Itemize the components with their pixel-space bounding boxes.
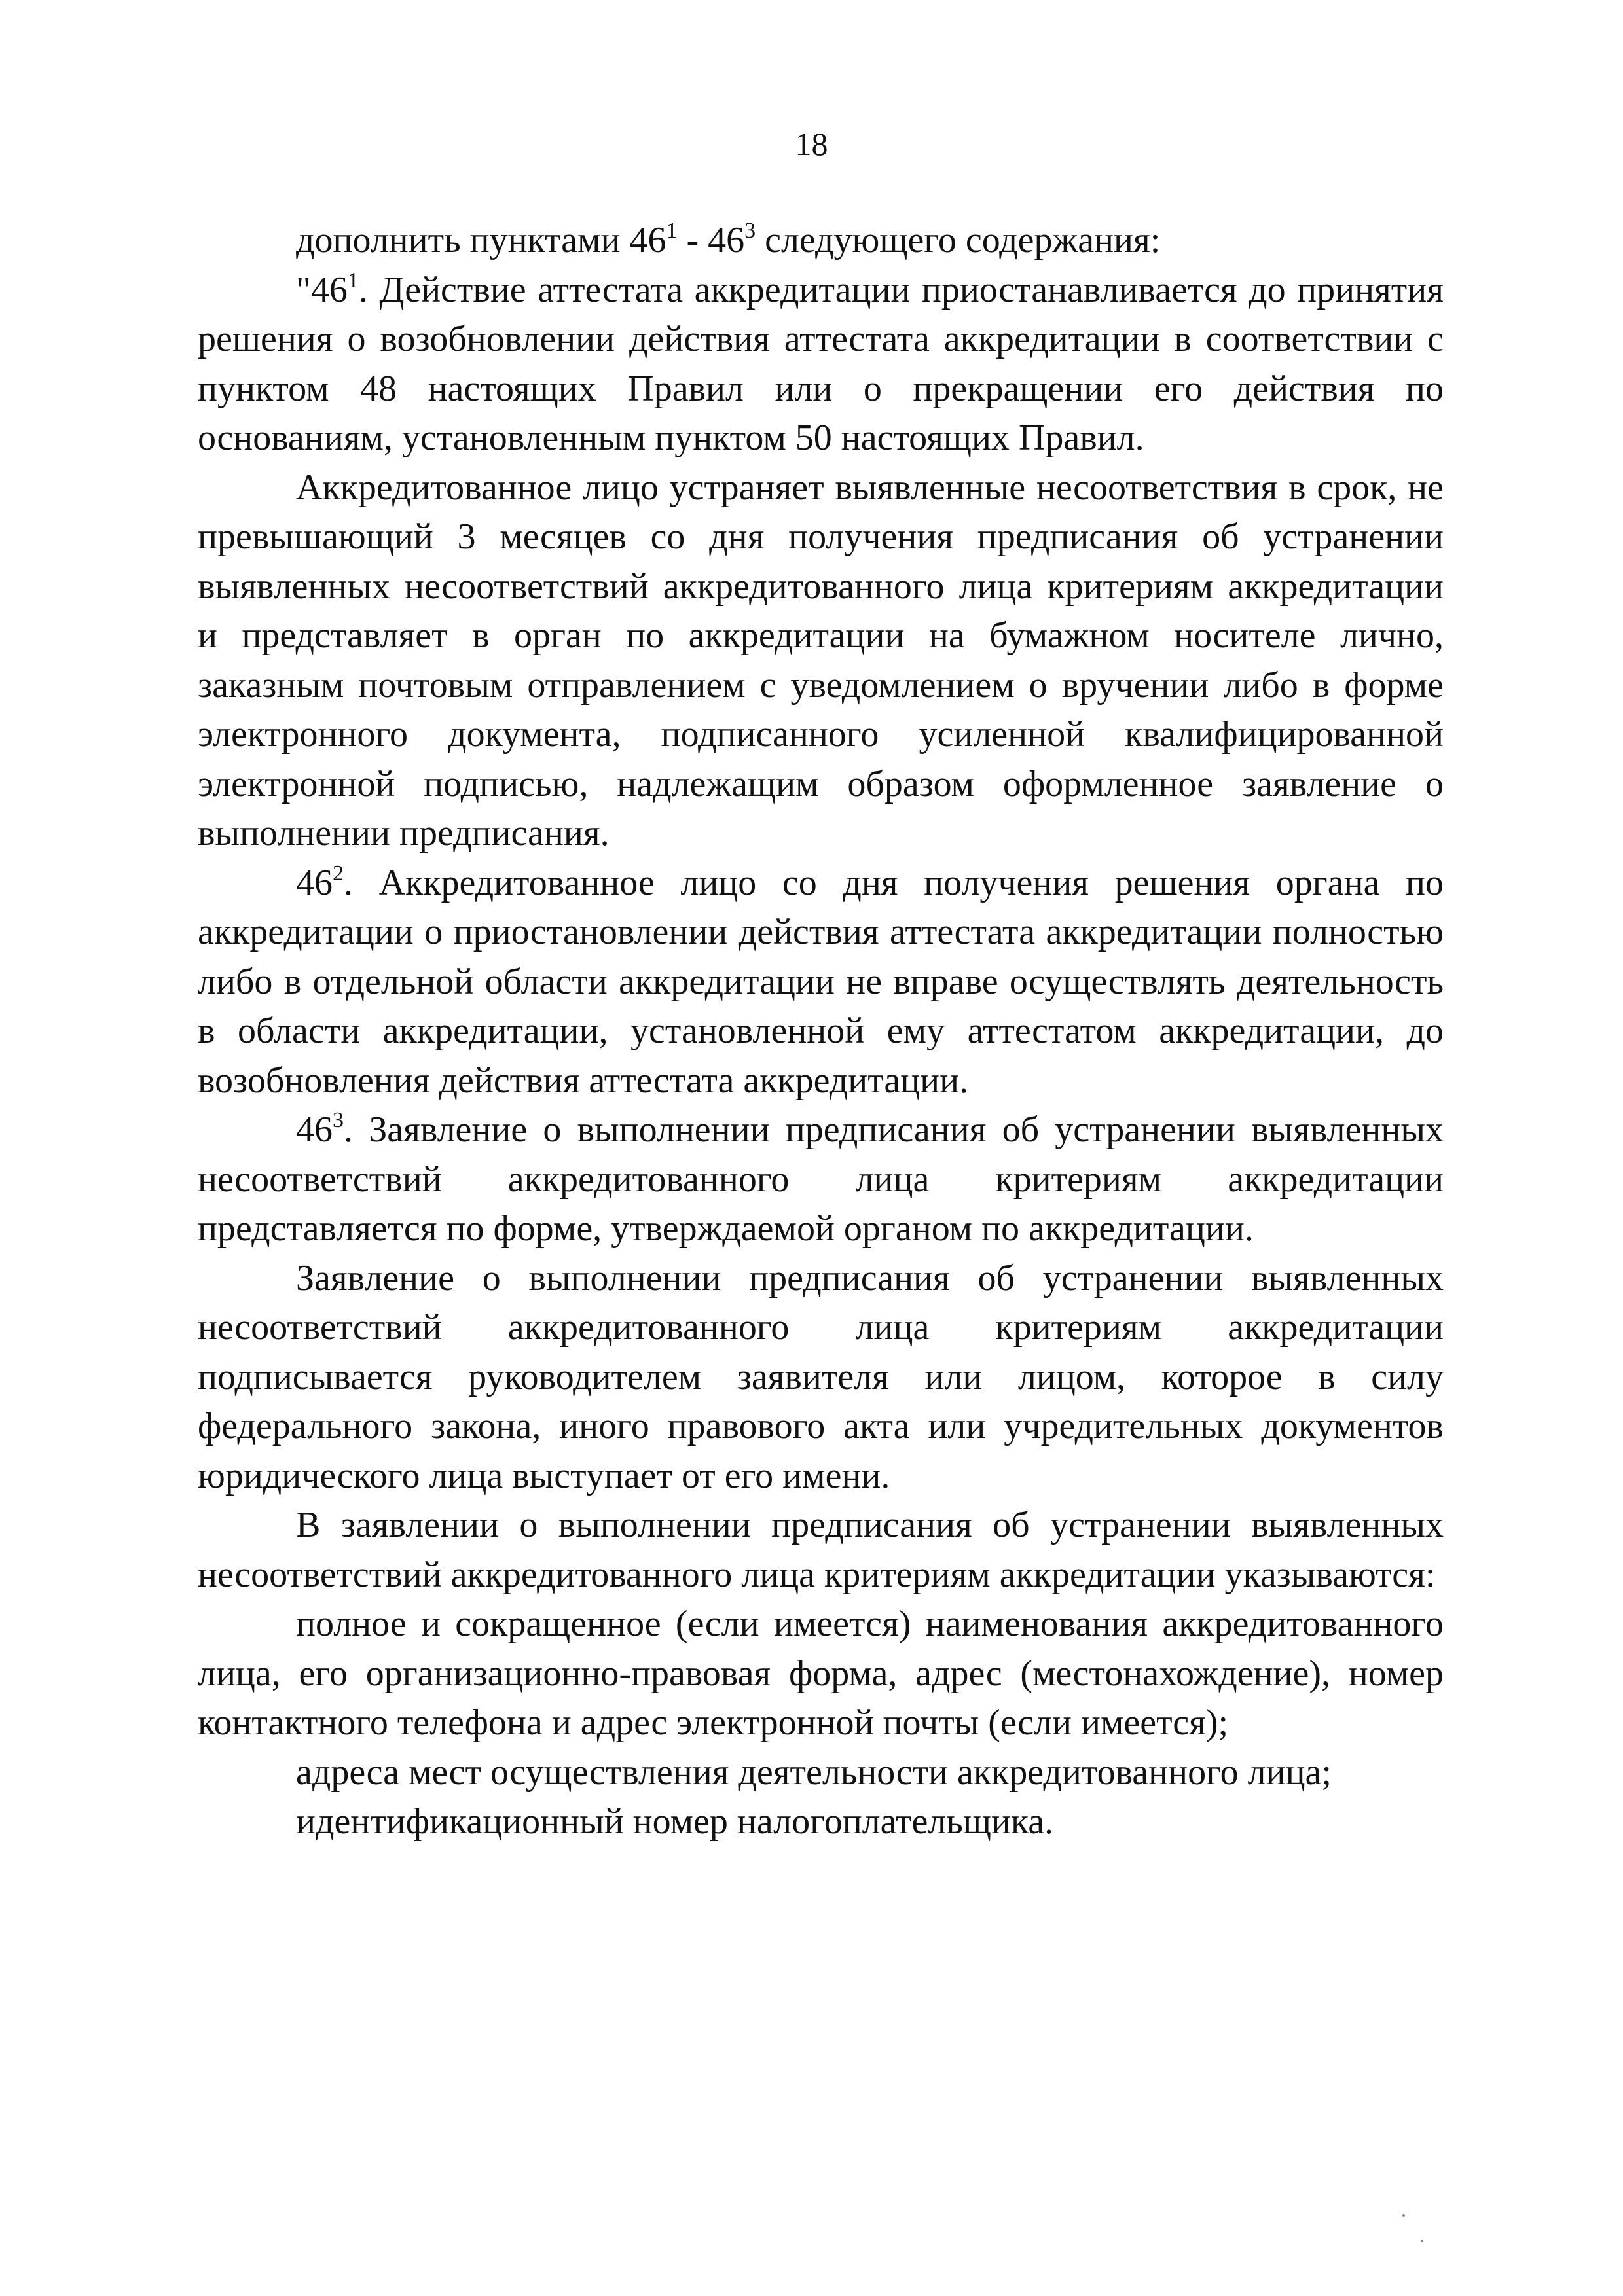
superscript: 1	[666, 219, 678, 243]
scan-artifact	[1421, 2240, 1423, 2242]
list-item: адреса мест осуществления деятельности аккредитованного лица;	[296, 1751, 1332, 1793]
paragraph-body: Заявление о выполнении предписания об устранении выявленных несоответствий аккредитованного лица критериям аккредитации подписывается руководителем заявителя или лицом, которое в силу федерального закона, иного правового акта или учредительных документов юридического лица выступает от его имени.	[198, 1257, 1444, 1496]
paragraph-text: дополнить пунктами 46	[296, 220, 666, 260]
paragraph-text: 46	[296, 862, 333, 903]
page-number: 18	[795, 126, 828, 162]
paragraph-text: . Аккредитованное лицо со дня получения решения органа по аккредитации о приостановлении действия аттестата аккредитации полностью либо в отдельной области аккредитации не вправе осуществлять деятельность в области аккредитации, установленной ему аттестатом аккредитации, до возобновления действия аттестата аккредитации.	[198, 862, 1444, 1101]
paragraph-text: . Заявление о выполнении предписания об устранении выявленных несоответствий аккредитованного лица критериям аккредитации представляется по форме, утверждаемой органом по аккредитации.	[198, 1109, 1444, 1249]
paragraph-46-3	[198, 1105, 1444, 1254]
paragraph-body: Аккредитованное лицо устраняет выявленные несоответствия в срок, не превышающий 3 месяцев со дня получения предписания об устранении выявленных несоответствий аккредитованного лица критериям аккредитации и представляет в орган по аккредитации на бумажном носителе лично, заказным почтовым отправлением с уведомлением о вручении либо в форме электронного документа, подписанного усиленной квалифицированной электронной подписью, надлежащим образом оформленное заявление о выполнении предписания.	[198, 467, 1444, 853]
list-item: полное и сокращенное (если имеется) наименования аккредитованного лица, его организационно-правовая форма, адрес (местонахождение), номер контактного телефона и адрес электронной почты (если имеется);	[198, 1604, 1444, 1743]
paragraph-text: . Действие аттестата аккредитации приостанавливается до принятия решения о возобновлении действия аттестата аккредитации в соответствии с пунктом 48 настоящих Правил или о прекращении его действия по основаниям, установленным пунктом 50 настоящих Правил.	[198, 269, 1444, 458]
paragraph-intro	[198, 216, 1444, 266]
superscript: 1	[347, 268, 359, 293]
list-item: идентификационный номер налогоплательщика.	[296, 1801, 1054, 1842]
superscript: 3	[744, 219, 756, 243]
scan-artifact	[1402, 2214, 1405, 2217]
paragraph-text: 46	[296, 1109, 333, 1150]
paragraph-46-2	[198, 859, 1444, 1106]
superscript: 2	[333, 861, 344, 886]
paragraph-46-1	[198, 266, 1444, 463]
paragraph-text: следующего содержания:	[756, 220, 1161, 260]
superscript: 3	[333, 1108, 344, 1132]
paragraph-text: "46	[296, 269, 348, 310]
paragraph-body: В заявлении о выполнении предписания об устранении выявленных несоответствий аккредитованного лица критериям аккредитации указываются:	[198, 1505, 1444, 1595]
paragraph-text: - 46	[677, 220, 745, 260]
document-body	[198, 216, 1444, 1847]
